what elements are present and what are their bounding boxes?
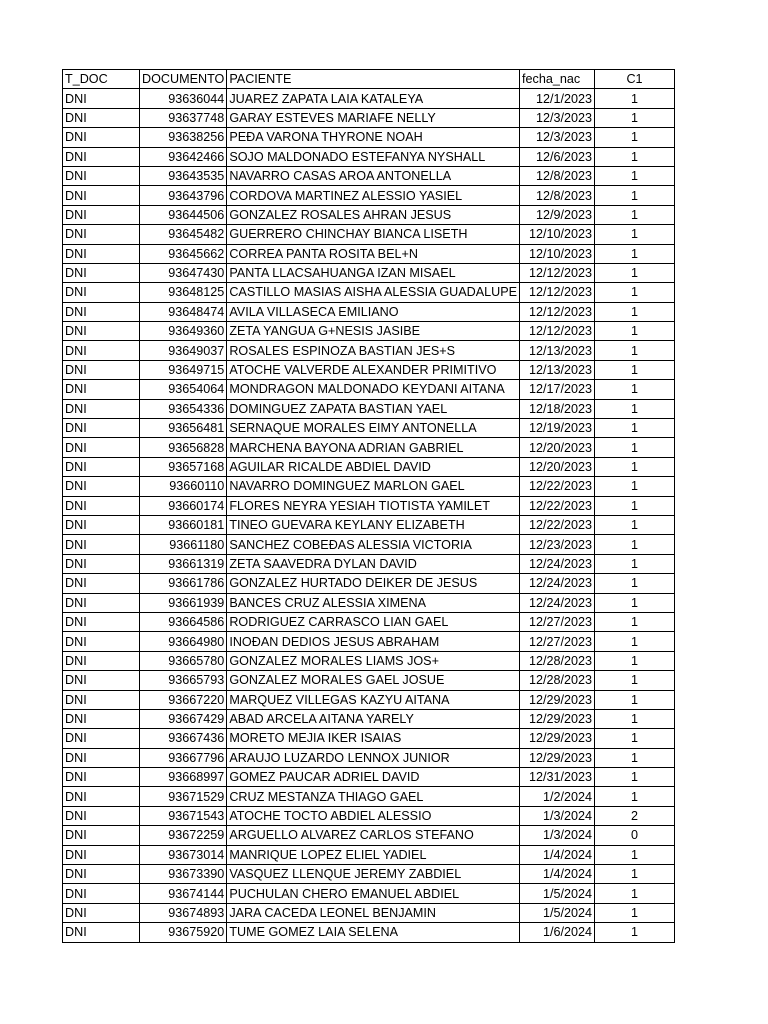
c1-cell: 1	[595, 632, 675, 651]
header-documento: DOCUMENTO	[140, 70, 227, 89]
c1-cell: 1	[595, 419, 675, 438]
table-row	[63, 205, 675, 224]
c1-cell: 1	[595, 244, 675, 263]
documento-cell: 93648474	[140, 302, 227, 321]
documento-cell: 93649715	[140, 360, 227, 379]
paciente-cell: SANCHEZ COBEÐAS ALESSIA VICTORIA	[227, 535, 520, 554]
fecha-nac-cell: 12/9/2023	[520, 205, 595, 224]
table-row	[63, 244, 675, 263]
documento-cell: 93643535	[140, 166, 227, 185]
paciente-cell: FLORES NEYRA YESIAH TIOTISTA YAMILET	[227, 496, 520, 515]
paciente-cell: INOÐAN DEDIOS JESUS ABRAHAM	[227, 632, 520, 651]
fecha-nac-cell: 12/29/2023	[520, 729, 595, 748]
c1-cell: 1	[595, 205, 675, 224]
paciente-cell: ZETA YANGUA G+NESIS JASIBE	[227, 322, 520, 341]
c1-cell: 1	[595, 225, 675, 244]
paciente-cell: ZETA SAAVEDRA DYLAN DAVID	[227, 554, 520, 573]
fecha-nac-cell: 12/20/2023	[520, 438, 595, 457]
table-row	[63, 845, 675, 864]
fecha-nac-cell: 12/31/2023	[520, 768, 595, 787]
t-doc-cell: DNI	[63, 515, 140, 534]
table-row	[63, 865, 675, 884]
c1-cell: 1	[595, 360, 675, 379]
paciente-cell: ROSALES ESPINOZA BASTIAN JES+S	[227, 341, 520, 360]
t-doc-cell: DNI	[63, 806, 140, 825]
fecha-nac-cell: 12/13/2023	[520, 360, 595, 379]
table-row	[63, 477, 675, 496]
table-row	[63, 903, 675, 922]
c1-cell: 1	[595, 496, 675, 515]
table-row	[63, 380, 675, 399]
paciente-cell: BANCES CRUZ ALESSIA XIMENA	[227, 593, 520, 612]
table-row	[63, 884, 675, 903]
documento-cell: 93661939	[140, 593, 227, 612]
c1-cell: 1	[595, 729, 675, 748]
fecha-nac-cell: 12/8/2023	[520, 186, 595, 205]
c1-cell: 1	[595, 283, 675, 302]
fecha-nac-cell: 1/4/2024	[520, 865, 595, 884]
paciente-cell: MARQUEZ VILLEGAS KAZYU AITANA	[227, 690, 520, 709]
paciente-cell: AGUILAR RICALDE ABDIEL DAVID	[227, 457, 520, 476]
t-doc-cell: DNI	[63, 729, 140, 748]
table-row	[63, 632, 675, 651]
c1-cell: 1	[595, 147, 675, 166]
fecha-nac-cell: 12/19/2023	[520, 419, 595, 438]
t-doc-cell: DNI	[63, 690, 140, 709]
documento-cell: 93656481	[140, 419, 227, 438]
fecha-nac-cell: 12/12/2023	[520, 302, 595, 321]
fecha-nac-cell: 1/3/2024	[520, 806, 595, 825]
fecha-nac-cell: 12/24/2023	[520, 554, 595, 573]
t-doc-cell: DNI	[63, 477, 140, 496]
table-body	[63, 70, 675, 943]
documento-cell: 93668997	[140, 768, 227, 787]
c1-cell: 1	[595, 845, 675, 864]
paciente-cell: MARCHENA BAYONA ADRIAN GABRIEL	[227, 438, 520, 457]
table-row	[63, 322, 675, 341]
table-row	[63, 709, 675, 728]
c1-cell: 1	[595, 593, 675, 612]
table-row	[63, 302, 675, 321]
table-row	[63, 166, 675, 185]
t-doc-cell: DNI	[63, 884, 140, 903]
table-row	[63, 748, 675, 767]
paciente-cell: MORETO MEJIA IKER ISAIAS	[227, 729, 520, 748]
c1-cell: 1	[595, 128, 675, 147]
c1-cell: 1	[595, 709, 675, 728]
paciente-cell: GONZALEZ MORALES LIAMS JOS+	[227, 651, 520, 670]
t-doc-cell: DNI	[63, 438, 140, 457]
table-row	[63, 729, 675, 748]
fecha-nac-cell: 1/2/2024	[520, 787, 595, 806]
c1-cell: 1	[595, 89, 675, 108]
fecha-nac-cell: 1/5/2024	[520, 884, 595, 903]
paciente-cell: GOMEZ PAUCAR ADRIEL DAVID	[227, 768, 520, 787]
t-doc-cell: DNI	[63, 108, 140, 127]
documento-cell: 93667796	[140, 748, 227, 767]
paciente-cell: CASTILLO MASIAS AISHA ALESSIA GUADALUPE	[227, 283, 520, 302]
c1-cell: 1	[595, 651, 675, 670]
table-row	[63, 535, 675, 554]
documento-cell: 93667220	[140, 690, 227, 709]
fecha-nac-cell: 12/27/2023	[520, 612, 595, 631]
header-fecha-nac: fecha_nac	[520, 70, 595, 89]
paciente-cell: SOJO MALDONADO ESTEFANYA NYSHALL	[227, 147, 520, 166]
t-doc-cell: DNI	[63, 651, 140, 670]
paciente-cell: GUERRERO CHINCHAY BIANCA LISETH	[227, 225, 520, 244]
c1-cell: 1	[595, 438, 675, 457]
fecha-nac-cell: 12/29/2023	[520, 709, 595, 728]
t-doc-cell: DNI	[63, 865, 140, 884]
paciente-cell: PEÐA VARONA THYRONE NOAH	[227, 128, 520, 147]
t-doc-cell: DNI	[63, 787, 140, 806]
t-doc-cell: DNI	[63, 205, 140, 224]
fecha-nac-cell: 12/13/2023	[520, 341, 595, 360]
c1-cell: 1	[595, 884, 675, 903]
fecha-nac-cell: 12/8/2023	[520, 166, 595, 185]
table-row	[63, 612, 675, 631]
paciente-cell: SERNAQUE MORALES EIMY ANTONELLA	[227, 419, 520, 438]
t-doc-cell: DNI	[63, 341, 140, 360]
table-row	[63, 341, 675, 360]
t-doc-cell: DNI	[63, 923, 140, 942]
documento-cell: 93675920	[140, 923, 227, 942]
t-doc-cell: DNI	[63, 166, 140, 185]
documento-cell: 93645662	[140, 244, 227, 263]
table-row	[63, 360, 675, 379]
fecha-nac-cell: 12/20/2023	[520, 457, 595, 476]
c1-cell: 1	[595, 690, 675, 709]
documento-cell: 93649360	[140, 322, 227, 341]
fecha-nac-cell: 12/28/2023	[520, 671, 595, 690]
table-row	[63, 108, 675, 127]
fecha-nac-cell: 12/12/2023	[520, 283, 595, 302]
fecha-nac-cell: 12/12/2023	[520, 263, 595, 282]
fecha-nac-cell: 12/10/2023	[520, 244, 595, 263]
fecha-nac-cell: 12/29/2023	[520, 748, 595, 767]
c1-cell: 1	[595, 302, 675, 321]
documento-cell: 93665780	[140, 651, 227, 670]
t-doc-cell: DNI	[63, 263, 140, 282]
table-row	[63, 690, 675, 709]
t-doc-cell: DNI	[63, 244, 140, 263]
fecha-nac-cell: 12/24/2023	[520, 593, 595, 612]
table-row	[63, 923, 675, 942]
c1-cell: 1	[595, 380, 675, 399]
c1-cell: 2	[595, 806, 675, 825]
documento-cell: 93656828	[140, 438, 227, 457]
t-doc-cell: DNI	[63, 89, 140, 108]
paciente-cell: NAVARRO DOMINGUEZ MARLON GAEL	[227, 477, 520, 496]
documento-cell: 93660181	[140, 515, 227, 534]
documento-cell: 93654064	[140, 380, 227, 399]
documento-cell: 93654336	[140, 399, 227, 418]
c1-cell: 1	[595, 535, 675, 554]
fecha-nac-cell: 12/29/2023	[520, 690, 595, 709]
documento-cell: 93637748	[140, 108, 227, 127]
table-row	[63, 768, 675, 787]
t-doc-cell: DNI	[63, 186, 140, 205]
t-doc-cell: DNI	[63, 554, 140, 573]
table-row	[63, 283, 675, 302]
c1-cell: 1	[595, 554, 675, 573]
t-doc-cell: DNI	[63, 903, 140, 922]
documento-cell: 93661319	[140, 554, 227, 573]
documento-cell: 93648125	[140, 283, 227, 302]
fecha-nac-cell: 12/3/2023	[520, 128, 595, 147]
table-row	[63, 806, 675, 825]
documento-cell: 93638256	[140, 128, 227, 147]
c1-cell: 1	[595, 108, 675, 127]
documento-cell: 93660110	[140, 477, 227, 496]
paciente-cell: DOMINGUEZ ZAPATA BASTIAN YAEL	[227, 399, 520, 418]
fecha-nac-cell: 1/4/2024	[520, 845, 595, 864]
fecha-nac-cell: 12/10/2023	[520, 225, 595, 244]
c1-cell: 1	[595, 457, 675, 476]
c1-cell: 1	[595, 787, 675, 806]
documento-cell: 93673014	[140, 845, 227, 864]
documento-cell: 93673390	[140, 865, 227, 884]
t-doc-cell: DNI	[63, 399, 140, 418]
paciente-cell: GONZALEZ ROSALES AHRAN JESUS	[227, 205, 520, 224]
documento-cell: 93672259	[140, 826, 227, 845]
fecha-nac-cell: 1/5/2024	[520, 903, 595, 922]
fecha-nac-cell: 12/17/2023	[520, 380, 595, 399]
documento-cell: 93645482	[140, 225, 227, 244]
fecha-nac-cell: 12/1/2023	[520, 89, 595, 108]
documento-cell: 93643796	[140, 186, 227, 205]
fecha-nac-cell: 12/18/2023	[520, 399, 595, 418]
paciente-cell: ABAD ARCELA AITANA YARELY	[227, 709, 520, 728]
documento-cell: 93664586	[140, 612, 227, 631]
table-row	[63, 554, 675, 573]
table-row	[63, 419, 675, 438]
c1-cell: 1	[595, 748, 675, 767]
t-doc-cell: DNI	[63, 709, 140, 728]
fecha-nac-cell: 12/24/2023	[520, 574, 595, 593]
table-row	[63, 457, 675, 476]
paciente-cell: GARAY ESTEVES MARIAFE NELLY	[227, 108, 520, 127]
t-doc-cell: DNI	[63, 380, 140, 399]
paciente-cell: MONDRAGON MALDONADO KEYDANI AITANA	[227, 380, 520, 399]
fecha-nac-cell: 12/3/2023	[520, 108, 595, 127]
t-doc-cell: DNI	[63, 826, 140, 845]
c1-cell: 1	[595, 865, 675, 884]
paciente-cell: RODRIGUEZ CARRASCO LIAN GAEL	[227, 612, 520, 631]
documento-cell: 93657168	[140, 457, 227, 476]
t-doc-cell: DNI	[63, 845, 140, 864]
table-row	[63, 671, 675, 690]
t-doc-cell: DNI	[63, 574, 140, 593]
paciente-cell: GONZALEZ MORALES GAEL JOSUE	[227, 671, 520, 690]
paciente-cell: TUME GOMEZ LAIA SELENA	[227, 923, 520, 942]
c1-cell: 1	[595, 399, 675, 418]
c1-cell: 1	[595, 768, 675, 787]
c1-cell: 1	[595, 923, 675, 942]
documento-cell: 93674893	[140, 903, 227, 922]
t-doc-cell: DNI	[63, 419, 140, 438]
paciente-cell: CORDOVA MARTINEZ ALESSIO YASIEL	[227, 186, 520, 205]
t-doc-cell: DNI	[63, 457, 140, 476]
documento-cell: 93671529	[140, 787, 227, 806]
paciente-cell: AVILA VILLASECA EMILIANO	[227, 302, 520, 321]
documento-cell: 93667429	[140, 709, 227, 728]
table-row	[63, 826, 675, 845]
t-doc-cell: DNI	[63, 748, 140, 767]
documento-cell: 93664980	[140, 632, 227, 651]
c1-cell: 1	[595, 515, 675, 534]
t-doc-cell: DNI	[63, 302, 140, 321]
table-row	[63, 438, 675, 457]
table-row	[63, 593, 675, 612]
t-doc-cell: DNI	[63, 225, 140, 244]
paciente-cell: MANRIQUE LOPEZ ELIEL YADIEL	[227, 845, 520, 864]
t-doc-cell: DNI	[63, 671, 140, 690]
paciente-cell: ATOCHE VALVERDE ALEXANDER PRIMITIVO	[227, 360, 520, 379]
paciente-cell: ATOCHE TOCTO ABDIEL ALESSIO	[227, 806, 520, 825]
header-row	[63, 70, 675, 89]
documento-cell: 93665793	[140, 671, 227, 690]
c1-cell: 0	[595, 826, 675, 845]
t-doc-cell: DNI	[63, 535, 140, 554]
documento-cell: 93674144	[140, 884, 227, 903]
documento-cell: 93636044	[140, 89, 227, 108]
c1-cell: 1	[595, 341, 675, 360]
table-row	[63, 89, 675, 108]
fecha-nac-cell: 1/6/2024	[520, 923, 595, 942]
table-row	[63, 186, 675, 205]
patient-table	[62, 69, 675, 943]
fecha-nac-cell: 12/12/2023	[520, 322, 595, 341]
fecha-nac-cell: 12/22/2023	[520, 477, 595, 496]
table-row	[63, 128, 675, 147]
t-doc-cell: DNI	[63, 593, 140, 612]
table-row	[63, 225, 675, 244]
fecha-nac-cell: 1/3/2024	[520, 826, 595, 845]
fecha-nac-cell: 12/28/2023	[520, 651, 595, 670]
t-doc-cell: DNI	[63, 283, 140, 302]
documento-cell: 93667436	[140, 729, 227, 748]
table-row	[63, 515, 675, 534]
documento-cell: 93661786	[140, 574, 227, 593]
c1-cell: 1	[595, 477, 675, 496]
paciente-cell: NAVARRO CASAS AROA ANTONELLA	[227, 166, 520, 185]
documento-cell: 93660174	[140, 496, 227, 515]
header-paciente: PACIENTE	[227, 70, 520, 89]
fecha-nac-cell: 12/6/2023	[520, 147, 595, 166]
header-t-doc: T_DOC	[63, 70, 140, 89]
t-doc-cell: DNI	[63, 768, 140, 787]
documento-cell: 93647430	[140, 263, 227, 282]
documento-cell: 93644506	[140, 205, 227, 224]
c1-cell: 1	[595, 903, 675, 922]
c1-cell: 1	[595, 322, 675, 341]
paciente-cell: ARGUELLO ALVAREZ CARLOS STEFANO	[227, 826, 520, 845]
c1-cell: 1	[595, 574, 675, 593]
table-row	[63, 574, 675, 593]
c1-cell: 1	[595, 166, 675, 185]
c1-cell: 1	[595, 671, 675, 690]
c1-cell: 1	[595, 612, 675, 631]
paciente-cell: ARAUJO LUZARDO LENNOX JUNIOR	[227, 748, 520, 767]
fecha-nac-cell: 12/27/2023	[520, 632, 595, 651]
paciente-cell: JUAREZ ZAPATA LAIA KATALEYA	[227, 89, 520, 108]
paciente-cell: CRUZ MESTANZA THIAGO GAEL	[227, 787, 520, 806]
header-c1: C1	[595, 70, 675, 89]
paciente-cell: CORREA PANTA ROSITA BEL+N	[227, 244, 520, 263]
paciente-cell: VASQUEZ LLENQUE JEREMY ZABDIEL	[227, 865, 520, 884]
paciente-cell: PUCHULAN CHERO EMANUEL ABDIEL	[227, 884, 520, 903]
table-row	[63, 651, 675, 670]
paciente-cell: GONZALEZ HURTADO DEIKER DE JESUS	[227, 574, 520, 593]
t-doc-cell: DNI	[63, 128, 140, 147]
documento-cell: 93642466	[140, 147, 227, 166]
fecha-nac-cell: 12/23/2023	[520, 535, 595, 554]
table-row	[63, 147, 675, 166]
paciente-cell: JARA CACEDA LEONEL BENJAMIN	[227, 903, 520, 922]
documento-cell: 93661180	[140, 535, 227, 554]
t-doc-cell: DNI	[63, 496, 140, 515]
t-doc-cell: DNI	[63, 360, 140, 379]
table-row	[63, 263, 675, 282]
table-row	[63, 496, 675, 515]
documento-cell: 93649037	[140, 341, 227, 360]
t-doc-cell: DNI	[63, 147, 140, 166]
t-doc-cell: DNI	[63, 632, 140, 651]
fecha-nac-cell: 12/22/2023	[520, 515, 595, 534]
paciente-cell: PANTA LLACSAHUANGA IZAN MISAEL	[227, 263, 520, 282]
fecha-nac-cell: 12/22/2023	[520, 496, 595, 515]
t-doc-cell: DNI	[63, 612, 140, 631]
documento-cell: 93671543	[140, 806, 227, 825]
t-doc-cell: DNI	[63, 322, 140, 341]
c1-cell: 1	[595, 263, 675, 282]
c1-cell: 1	[595, 186, 675, 205]
table-row	[63, 787, 675, 806]
paciente-cell: TINEO GUEVARA KEYLANY ELIZABETH	[227, 515, 520, 534]
table-row	[63, 399, 675, 418]
